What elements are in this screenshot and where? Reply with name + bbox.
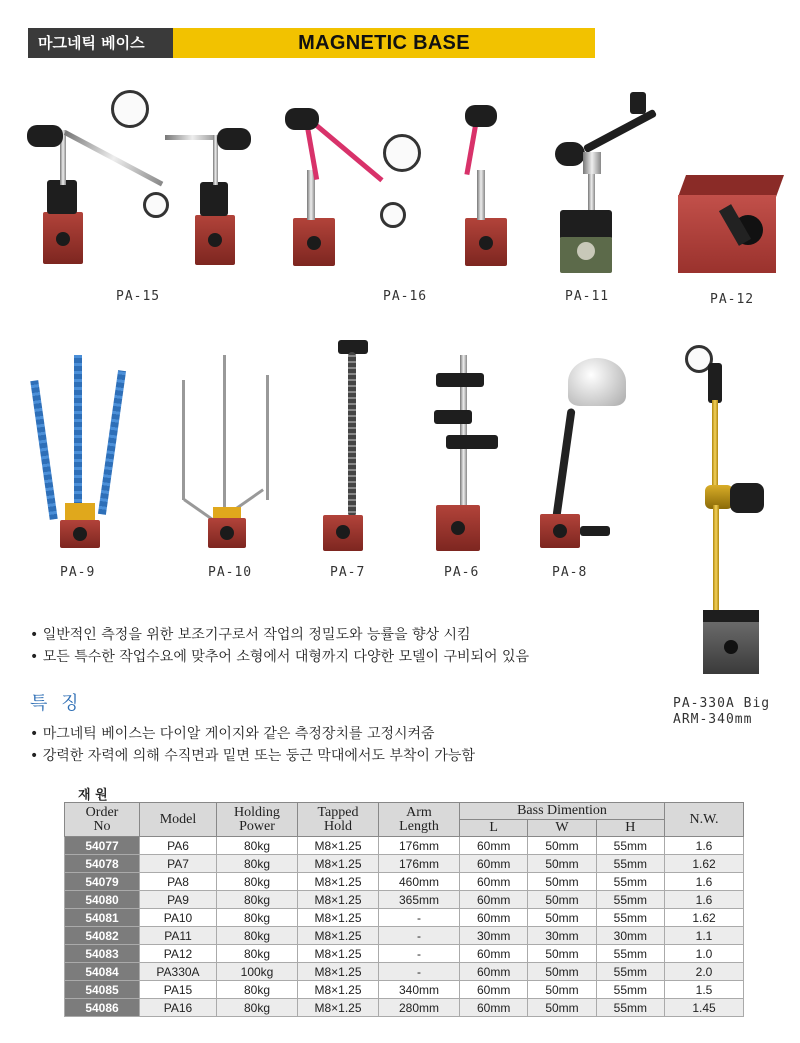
product-label-pa-10: PA-10 (208, 565, 253, 580)
product-label-pa-16: PA-16 (383, 289, 428, 304)
cell-l: 30mm (460, 927, 528, 945)
product-label-pa-12: PA-12 (710, 292, 755, 307)
cell-order: 54083 (65, 945, 140, 963)
cell-l: 60mm (460, 855, 528, 873)
cell-h: 55mm (596, 963, 664, 981)
specs-table (64, 802, 744, 1017)
cell-h: 55mm (596, 981, 664, 999)
cell-tap: M8×1.25 (298, 891, 379, 909)
product-label-pa-11: PA-11 (565, 289, 610, 304)
cell-tap: M8×1.25 (298, 837, 379, 855)
cell-w: 30mm (528, 927, 596, 945)
header-order-line1: Order (85, 804, 119, 820)
english-title-banner: MAGNETIC BASE (173, 28, 595, 58)
cell-h: 55mm (596, 855, 664, 873)
cell-l: 60mm (460, 945, 528, 963)
cell-arm: - (379, 945, 460, 963)
cell-l: 60mm (460, 891, 528, 909)
cell-order: 54079 (65, 873, 140, 891)
cell-order: 54084 (65, 963, 140, 981)
cell-order: 54086 (65, 999, 140, 1017)
cell-tap: M8×1.25 (298, 873, 379, 891)
cell-tap: M8×1.25 (298, 855, 379, 873)
table-row (65, 837, 744, 855)
product-label-pa-330a-line2: ARM-340mm (673, 712, 753, 727)
intro-bullet-2: • 모든 특수한 작업수요에 맞추어 소형에서 대형까지 다양한 모델이 구비되어 있음 (30, 649, 530, 665)
cell-arm: 365mm (379, 891, 460, 909)
cell-nw: 2.0 (665, 963, 744, 981)
table-row (65, 909, 744, 927)
product-label-pa-6: PA-6 (444, 565, 480, 580)
cell-h: 55mm (596, 891, 664, 909)
cell-tap: M8×1.25 (298, 963, 379, 981)
product-image-pa-330a (650, 345, 770, 675)
table-row (65, 855, 744, 873)
product-label-pa-9: PA-9 (60, 565, 96, 580)
intro-bullet-1-text: 일반적인 측정을 위한 보조기구로서 작업의 정밀도와 능률을 향상 시킴 (42, 627, 471, 643)
cell-power: 80kg (217, 873, 298, 891)
cell-l: 60mm (460, 981, 528, 999)
cell-arm: 340mm (379, 981, 460, 999)
table-row (65, 981, 744, 999)
cell-w: 50mm (528, 945, 596, 963)
cell-w: 50mm (528, 999, 596, 1017)
cell-w: 50mm (528, 963, 596, 981)
cell-w: 50mm (528, 837, 596, 855)
header-order (65, 803, 140, 837)
cell-w: 50mm (528, 981, 596, 999)
header-tapped-line2: Hold (324, 818, 352, 834)
header-arm-length (379, 803, 460, 837)
header-holding-line1: Holding (234, 804, 280, 820)
feature-bullet-2: • 강력한 자력에 의해 수직면과 밑면 또는 둥근 막대에서도 부착이 가능함 (30, 748, 475, 764)
cell-arm: - (379, 963, 460, 981)
cell-model: PA10 (140, 909, 217, 927)
cell-l: 60mm (460, 873, 528, 891)
cell-model: PA7 (140, 855, 217, 873)
header-arm-line1: Arm (406, 804, 432, 820)
cell-nw: 1.45 (665, 999, 744, 1017)
table-row (65, 891, 744, 909)
cell-power: 80kg (217, 999, 298, 1017)
cell-order: 54085 (65, 981, 140, 999)
feature-bullet-1-text: 마그네틱 베이스는 다이알 게이지와 같은 측정장치를 고정시켜줌 (42, 726, 435, 742)
cell-nw: 1.62 (665, 909, 744, 927)
product-image-pa-16 (285, 100, 525, 270)
cell-nw: 1.6 (665, 837, 744, 855)
feature-bullet-1: • 마그네틱 베이스는 다이알 게이지와 같은 측정장치를 고정시켜줌 (30, 726, 435, 742)
product-image-pa-7 (318, 340, 378, 552)
cell-power: 80kg (217, 909, 298, 927)
cell-model: PA12 (140, 945, 217, 963)
cell-tap: M8×1.25 (298, 999, 379, 1017)
cell-arm: 460mm (379, 873, 460, 891)
cell-power: 80kg (217, 981, 298, 999)
header-order-line2: No (93, 818, 111, 834)
cell-model: PA6 (140, 837, 217, 855)
cell-power: 100kg (217, 963, 298, 981)
cell-power: 80kg (217, 891, 298, 909)
cell-model: PA9 (140, 891, 217, 909)
cell-order: 54080 (65, 891, 140, 909)
product-image-pa-10 (178, 350, 273, 550)
cell-model: PA8 (140, 873, 217, 891)
table-row (65, 963, 744, 981)
header-l: L (460, 820, 528, 837)
cell-tap: M8×1.25 (298, 909, 379, 927)
features-title: 특 징 (30, 693, 83, 714)
cell-tap: M8×1.25 (298, 981, 379, 999)
cell-order: 54082 (65, 927, 140, 945)
cell-arm: 176mm (379, 837, 460, 855)
cell-nw: 1.5 (665, 981, 744, 999)
cell-arm: - (379, 909, 460, 927)
cell-h: 55mm (596, 999, 664, 1017)
cell-model: PA16 (140, 999, 217, 1017)
cell-nw: 1.6 (665, 891, 744, 909)
cell-arm: 280mm (379, 999, 460, 1017)
cell-w: 50mm (528, 855, 596, 873)
cell-model: PA11 (140, 927, 217, 945)
table-row (65, 873, 744, 891)
specs-title: 재 원 (78, 788, 108, 803)
header-bass-dimention: Bass Dimention (460, 803, 665, 820)
cell-power: 80kg (217, 837, 298, 855)
header-nw: N.W. (665, 803, 744, 837)
cell-arm: - (379, 927, 460, 945)
header-w: W (528, 820, 596, 837)
feature-bullet-2-text: 강력한 자력에 의해 수직면과 밑면 또는 둥근 막대에서도 부착이 가능함 (42, 748, 475, 764)
product-image-pa-12 (678, 175, 776, 275)
cell-model: PA15 (140, 981, 217, 999)
header-model: Model (140, 803, 217, 837)
cell-h: 55mm (596, 945, 664, 963)
cell-l: 60mm (460, 837, 528, 855)
cell-h: 55mm (596, 909, 664, 927)
table-row (65, 999, 744, 1017)
cell-arm: 176mm (379, 855, 460, 873)
cell-w: 50mm (528, 891, 596, 909)
product-image-pa-6 (428, 355, 498, 553)
product-image-pa-11 (555, 92, 665, 277)
cell-order: 54078 (65, 855, 140, 873)
table-row (65, 945, 744, 963)
header-tapped-hold (298, 803, 379, 837)
intro-bullet-1: • 일반적인 측정을 위한 보조기구로서 작업의 정밀도와 능률을 향상 시킴 (30, 627, 471, 643)
cell-power: 80kg (217, 927, 298, 945)
cell-l: 60mm (460, 963, 528, 981)
cell-nw: 1.0 (665, 945, 744, 963)
product-label-pa-15: PA-15 (116, 289, 161, 304)
product-image-pa-15 (25, 90, 255, 270)
cell-h: 30mm (596, 927, 664, 945)
cell-tap: M8×1.25 (298, 927, 379, 945)
cell-order: 54077 (65, 837, 140, 855)
cell-h: 55mm (596, 837, 664, 855)
header-tapped-line1: Tapped (317, 804, 359, 820)
header-h: H (596, 820, 664, 837)
cell-model: PA330A (140, 963, 217, 981)
cell-order: 54081 (65, 909, 140, 927)
cell-power: 80kg (217, 855, 298, 873)
cell-nw: 1.1 (665, 927, 744, 945)
product-label-pa-8: PA-8 (552, 565, 588, 580)
cell-l: 60mm (460, 999, 528, 1017)
product-image-pa-8 (540, 358, 630, 550)
product-image-pa-9 (30, 345, 130, 550)
table-row (65, 927, 744, 945)
header-holding-line2: Power (239, 818, 275, 834)
header-holding-power (217, 803, 298, 837)
header-arm-line2: Length (399, 818, 439, 834)
cell-h: 55mm (596, 873, 664, 891)
cell-w: 50mm (528, 873, 596, 891)
intro-bullet-2-text: 모든 특수한 작업수요에 맞추어 소형에서 대형까지 다양한 모델이 구비되어 있음 (42, 649, 530, 665)
cell-l: 60mm (460, 909, 528, 927)
korean-title-banner: 마그네틱 베이스 (28, 28, 173, 58)
product-label-pa-7: PA-7 (330, 565, 366, 580)
product-label-pa-330a-line1: PA-330A Big (673, 696, 771, 711)
cell-tap: M8×1.25 (298, 945, 379, 963)
cell-w: 50mm (528, 909, 596, 927)
cell-power: 80kg (217, 945, 298, 963)
cell-nw: 1.6 (665, 873, 744, 891)
cell-nw: 1.62 (665, 855, 744, 873)
